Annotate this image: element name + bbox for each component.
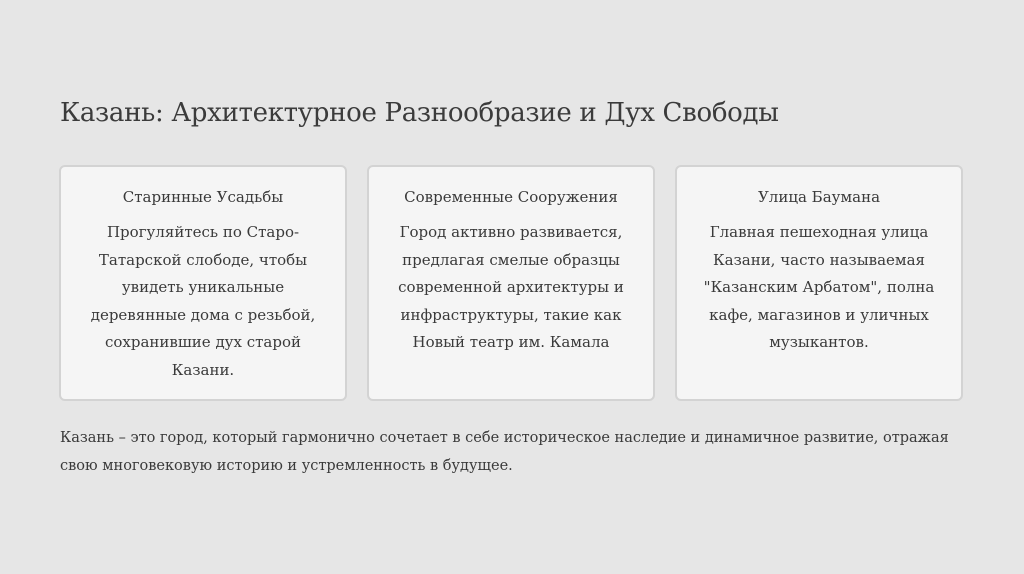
- summary-text: Казань – это город, который гармонично сочетает в себе историческое наследие и динамичное развитие, отражая свою многовековую историю и устремленность в будущее.: [60, 430, 949, 474]
- card-modern-buildings: [367, 165, 655, 401]
- card-title: Современные Сооружения: [404, 188, 618, 206]
- card-text: Прогуляйтесь по Старо-Татарской слободе, чтобы увидеть уникальные деревянные дома с резьбой, сохранившие дух старой Казани.: [90, 223, 316, 379]
- card-title: Улица Баумана: [757, 188, 881, 206]
- card-old-estates: [59, 165, 347, 401]
- cards-row: [59, 165, 966, 403]
- card-title: Старинные Усадьбы: [122, 188, 284, 206]
- card-bauman-street: [675, 165, 963, 401]
- slide-title: Казань: Архитектурное Разнообразие и Дух Свободы: [60, 98, 779, 128]
- card-text: Главная пешеходная улица Казани, часто называемая "Казанским Арбатом", полна кафе, магазинов и уличных музыкантов.: [703, 223, 935, 351]
- card-text: Город активно развивается, предлагая смелые образцы современной архитектуры и инфраструктуры, такие как Новый театр им. Камала: [398, 223, 624, 351]
